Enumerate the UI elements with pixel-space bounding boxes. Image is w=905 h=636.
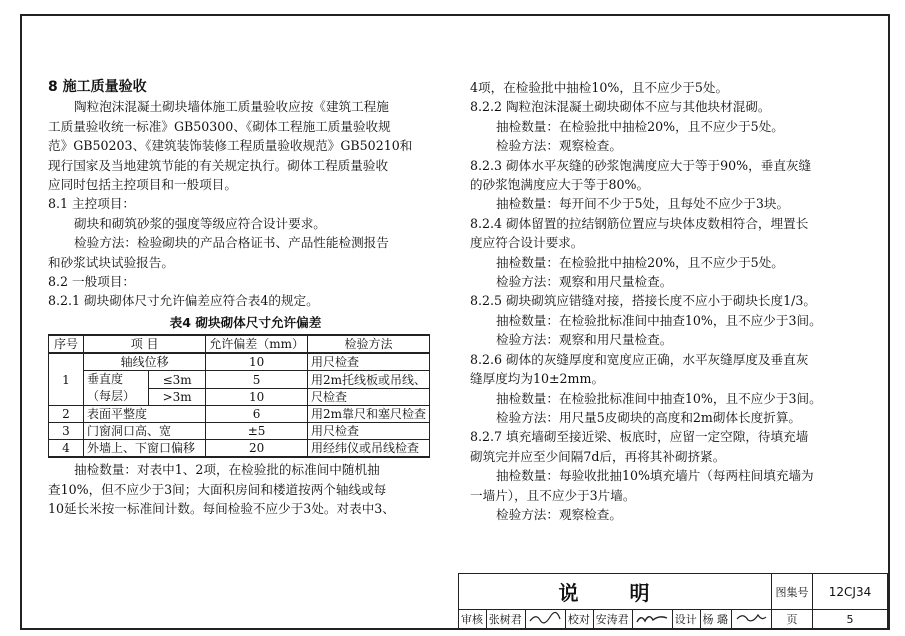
header-item: 项 目	[84, 335, 206, 353]
intro-line: 范》GB50203、《建筑装饰装修工程质量验收规范》GB50210和	[48, 138, 413, 154]
clause-text: 抽检数量：对表中1、2项，在检验批的标准间中随机抽	[74, 462, 380, 478]
clause-text: 一墙片），且不应少于3片墙。	[470, 487, 636, 503]
clause-text: 检验方法：观察检查。	[496, 506, 622, 522]
header-deviation: 允许偏差（mm）	[206, 335, 308, 353]
clause-8-2-3: 8.2.3 砌体水平灰缝的砂浆饱满度应大于等于90%，垂直灰缝	[470, 157, 812, 173]
table-row	[49, 353, 430, 371]
clause-text: 度应符合设计要求。	[470, 235, 584, 251]
clause-text: 抽检数量：在检验批中抽检20%，且不应少于5处。	[496, 118, 784, 134]
clause-8-2-6: 8.2.6 砌体的灰缝厚度和宽度应正确，水平灰缝厚度及垂直灰	[470, 351, 809, 367]
table-caption: 表4 砌块砌体尺寸允许偏差	[169, 314, 322, 330]
clause-8-2-1: 8.2.1 砌块砌体尺寸允许偏差应符合表4的规定。	[48, 293, 319, 309]
clause-8-2: 8.2 一般项目：	[48, 274, 136, 290]
row-item-vertical	[84, 371, 149, 406]
sheet-title: 说 明	[459, 574, 772, 610]
intro-line: 应同时包括主控项目和一般项目。	[48, 177, 237, 193]
row-no: 4	[49, 440, 84, 458]
row-subitem: >3m	[149, 388, 206, 406]
clause-text: 检验方法：观察和用尺量检查。	[496, 274, 673, 290]
clause-text: 4项，在检验批中抽检10%，且不应少于5处。	[470, 80, 729, 95]
row-item: 门窗洞口高、宽	[84, 423, 206, 440]
clause-text: 查10%，但不应少于3间；大面积房间和楼道按两个轴线或每	[48, 481, 387, 497]
header-no: 序号	[49, 335, 84, 353]
right-column	[470, 78, 880, 524]
clause-text: 的砂浆饱满度应大于等于80%。	[470, 177, 650, 193]
left-column	[48, 78, 443, 519]
clause-text: 检验方法：观察检查。	[496, 138, 622, 154]
clause-8-2-2: 8.2.2 陶粒泡沫混凝土砌块砌体不应与其他块材混砌。	[470, 99, 771, 115]
clause-text: 和砂浆试块试验报告。	[48, 254, 174, 270]
design-name: 杨 璐	[700, 610, 731, 629]
clause-text: 检验方法：用尺量5皮砌块的高度和2m砌体长度折算。	[496, 409, 802, 425]
design-label: 设计	[672, 610, 700, 629]
vertical-sublabel: （每层）	[87, 389, 136, 404]
check-name: 安涛君	[593, 610, 632, 629]
table-row	[49, 406, 430, 423]
title-block	[458, 573, 888, 629]
row-item: 外墙上、下窗口偏移	[84, 440, 206, 458]
clause-text: 检验方法：检验砌块的产品合格证书、产品性能检测报告	[74, 235, 389, 251]
table-header-row	[49, 335, 430, 353]
clause-text: 砌块和砌筑砂浆的强度等级应符合设计要求。	[74, 215, 326, 231]
clause-text: 抽检数量：每验收批抽10%填充墙片（每两柱间填充墙为	[496, 468, 814, 484]
clause-text: 缝厚度均为10±2mm。	[470, 371, 605, 387]
row-method: 用经纬仪或吊线检查	[307, 440, 429, 458]
clause-text: 抽检数量：在检验批标准间中抽查10%，且不应少于3间。	[496, 390, 822, 406]
row-no: 1	[49, 353, 84, 406]
clause-8-1: 8.1 主控项目：	[48, 196, 136, 212]
row-deviation: 10	[206, 388, 308, 406]
row-deviation: 6	[206, 406, 308, 423]
clause-text: 抽检数量：在检验批中抽检20%，且不应少于5处。	[496, 254, 784, 270]
row-deviation: 10	[206, 353, 308, 371]
table-row	[49, 440, 430, 458]
header-method: 检验方法	[307, 335, 429, 353]
table-row	[49, 371, 430, 389]
row-subitem: ≤3m	[149, 371, 206, 389]
clause-text: 砌筑完并应至少间隔7d后，再将其补砌挤紧。	[470, 448, 726, 464]
design-signature	[731, 610, 771, 629]
intro-line: 现行国家及当地建筑节能的有关规定执行。砌体工程质量验收	[48, 157, 389, 173]
row-deviation: ±5	[206, 423, 308, 440]
review-label: 审核	[459, 610, 487, 629]
row-method: 尺检查	[307, 388, 429, 406]
check-signature	[632, 610, 672, 629]
row-no: 3	[49, 423, 84, 440]
signature-icon	[734, 611, 768, 625]
atlas-number: 12CJ34	[813, 574, 888, 610]
row-deviation: 5	[206, 371, 308, 389]
check-label: 校对	[565, 610, 593, 629]
row-method: 用2m托线板或吊线、	[307, 371, 429, 389]
row-item: 表面平整度	[84, 406, 206, 423]
clause-8-2-4: 8.2.4 砌体留置的拉结钢筋位置应与块体皮数相符合，埋置长	[470, 215, 809, 231]
clause-text: 10延长米按一标准间计数。每间检验不应少于3处。对表中3、	[48, 501, 395, 517]
row-method: 用尺检查	[307, 423, 429, 440]
page-label: 页	[772, 610, 813, 629]
clause-text: 抽检数量：在检验批标准间中抽查10%，且不应少于3间。	[496, 312, 822, 328]
section-heading: 8 施工质量验收	[48, 79, 147, 95]
tolerance-table	[48, 334, 430, 458]
review-signature	[525, 610, 565, 629]
intro-line: 陶粒泡沫混凝土砌块墙体施工质量验收应按《建筑工程施	[74, 99, 389, 115]
review-name: 张树君	[486, 610, 525, 629]
table-row	[49, 423, 430, 440]
signature-icon	[635, 611, 669, 625]
vertical-label: 垂直度	[87, 372, 124, 387]
signature-icon	[528, 611, 562, 625]
clause-8-2-7: 8.2.7 填充墙砌至接近梁、板底时，应留一定空隙，待填充墙	[470, 429, 809, 445]
atlas-label: 图集号	[772, 574, 813, 610]
clause-8-2-5: 8.2.5 砌块砌筑应错缝对接，搭接长度不应小于砌块长度1/3。	[470, 293, 816, 309]
clause-text: 检验方法：观察和用尺量检查。	[496, 332, 673, 348]
row-method: 用2m靠尺和塞尺检查	[307, 406, 429, 423]
row-item: 轴线位移	[84, 353, 206, 371]
row-deviation: 20	[206, 440, 308, 458]
page-number: 5	[813, 610, 888, 629]
clause-text: 抽检数量：每开间不少于5处，且每处不应少于3块。	[496, 196, 790, 212]
intro-line: 工质量验收统一标准》GB50300、《砌体工程施工质量验收规	[48, 118, 391, 134]
row-method: 用尺检查	[307, 353, 429, 371]
row-no: 2	[49, 406, 84, 423]
